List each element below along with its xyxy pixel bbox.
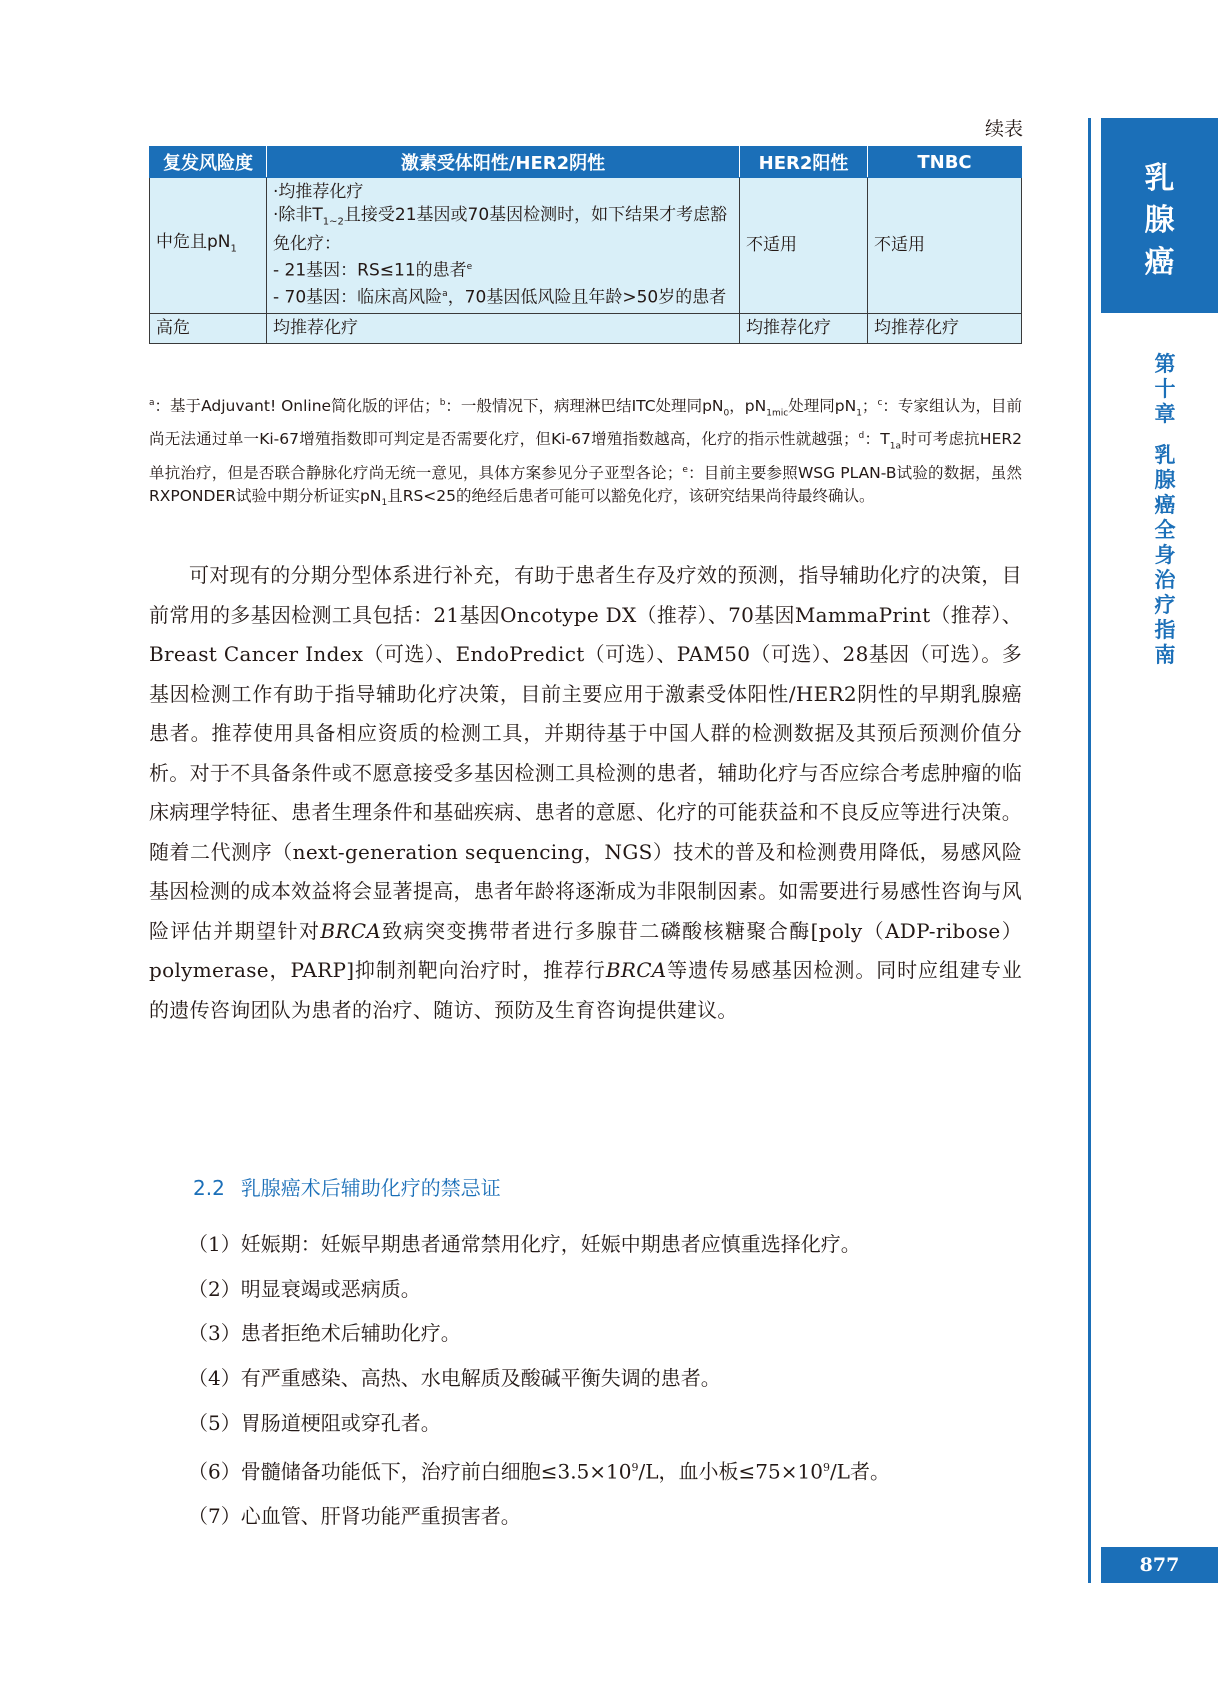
body-paragraph: 可对现有的分期分型体系进行补充，有助于患者生存及疗效的预测，指导辅助化疗的决策，目前常用的多基因检测工具包括：21基因Oncotype DX（推荐）、70基因MammaPrint（推荐）、Breast Cancer Index（可选）、EndoPredict（可选）、PAM50（可选）、28基因（可选）。多基因检测工作有助于指导辅助化疗决策，目前主要应用于激素受体阳性/HER2阴性的早期乳腺癌患者。推荐使用具备相应资质的检测工具，并期待基于中国人群的检测数据及其预后预测价值分析。对于不具备条件或不愿意接受多基因检测工具检测的患者，辅助化疗与否应综合考虑肿瘤的临床病理学特征、患者生理条件和基础疾病、患者的意愿、化疗的可能获益和不良反应等进行决策。随着二代测序（next-generation sequencing，NGS）技术的普及和检测费用降低，易感风险基因检测的成本效益将会显著提高，患者年龄将逐渐成为非限制因素。如需要进行易感性咨询与风险评估并期望针对BRCA致病突变携带者进行多腺苷二磷酸核糖聚合酶[poly（ADP-ribose）polymerase，PARP]抑制剂靶向治疗时，推荐行BRCA等遗传易感基因检测。同时应组建专业的遗传咨询团队为患者的治疗、随访、预防及生育咨询提供建议。	[149, 563, 1022, 1022]
chapter-tab-char: 乳	[1144, 161, 1175, 196]
header-risk-level: 复发风险度	[150, 147, 267, 178]
list-item: （4）有严重感染、高热、水电解质及酸碱平衡失调的患者。	[188, 1366, 721, 1391]
chapter-running-title	[1145, 352, 1185, 668]
cell-tnbc-high: 均推荐化疗	[868, 313, 1022, 343]
cell-risk-high: 高危	[150, 313, 267, 343]
chapter-tab	[1101, 118, 1218, 313]
section-number: 2.2	[193, 1176, 225, 1200]
cell-her2-high: 均推荐化疗	[740, 313, 868, 343]
list-item: （5）胃肠道梗阻或穿孔者。	[188, 1410, 441, 1435]
list-item: （7）心血管、肝肾功能严重损害者。	[188, 1503, 521, 1528]
recurrence-risk-table	[149, 146, 1022, 344]
list-item: （3）患者拒绝术后辅助化疗。	[188, 1321, 461, 1346]
chapter-tab-char: 腺	[1144, 203, 1175, 238]
chapter-tab-char: 癌	[1144, 245, 1175, 280]
cell-her2-intermediate: 不适用	[740, 178, 868, 314]
header-her2-positive: HER2阳性	[740, 147, 868, 178]
cell-tnbc-intermediate: 不适用	[868, 178, 1022, 314]
list-item: （6）骨髓储备功能低下，治疗前白细胞$\le 3.5\times 10^9/L$，血小板$\le 75\times 10^9/L$者。	[188, 1459, 890, 1484]
table-footnote: $^a$：基于Adjuvant! Online简化版的评估；$^b$：一般情况下，病理淋巴结ITC处理同$pN_0$，$pN_{1mic}$处理同$pN_1$；$^c$：专家组认为，目前尚无法通过单一Ki-67增殖指数即可判定是否需要化疗，但Ki-67增殖指数越高，化疗的指示性就越强；$^d$：$T_{1a}$时可考虑抗HER2单抗治疗，但是否联合静脉化疗尚无统一意见，具体方案参见分子亚型各论；$^e$：目前主要参照WSG PLAN-B试验的数据，虽然RXPONDER试验中期分析证实$pN_1$且RS<25的绝经后患者可能可以豁免化疗，该研究结果尚待最终确认。	[149, 397, 1023, 508]
list-item: （1）妊娠期：妊娠早期患者通常禁用化疗，妊娠中期患者应慎重选择化疗。	[188, 1232, 861, 1256]
contraindication-list	[188, 1222, 1028, 1539]
header-tnbc: TNBC	[868, 147, 1022, 178]
page-number: 877	[1101, 1547, 1218, 1583]
section-title: 乳腺癌术后辅助化疗的禁忌证	[240, 1176, 501, 1200]
cell-hr-intermediate: ·均推荐化疗 ·除非$T_{1\sim 2}$且接受21基因或70基因检测时，如下结果才考虑豁免化疗： - 21基因：RS≤11的患者$^e$ - 70基因：临床高风险$^a$，70基因低风险且年龄>50岁的患者	[267, 178, 740, 314]
chapter-divider-line	[1088, 118, 1091, 1583]
table-header-row	[150, 147, 1022, 178]
section-heading	[193, 1172, 501, 1201]
chapter-title: 乳 腺 癌 全 身 治 疗 指 南	[1154, 443, 1176, 667]
list-item: （2）明显衰竭或恶病质。	[188, 1276, 421, 1301]
chapter-number: 第 十 章	[1154, 352, 1176, 426]
cell-risk-intermediate: 中危且$pN_1$	[150, 178, 267, 314]
header-hr-positive: 激素受体阳性/HER2阴性	[267, 147, 740, 178]
table-row	[150, 178, 1022, 314]
cell-hr-high: 均推荐化疗	[267, 313, 740, 343]
table-continued-label: 续表	[984, 118, 1023, 140]
table-row	[150, 313, 1022, 343]
